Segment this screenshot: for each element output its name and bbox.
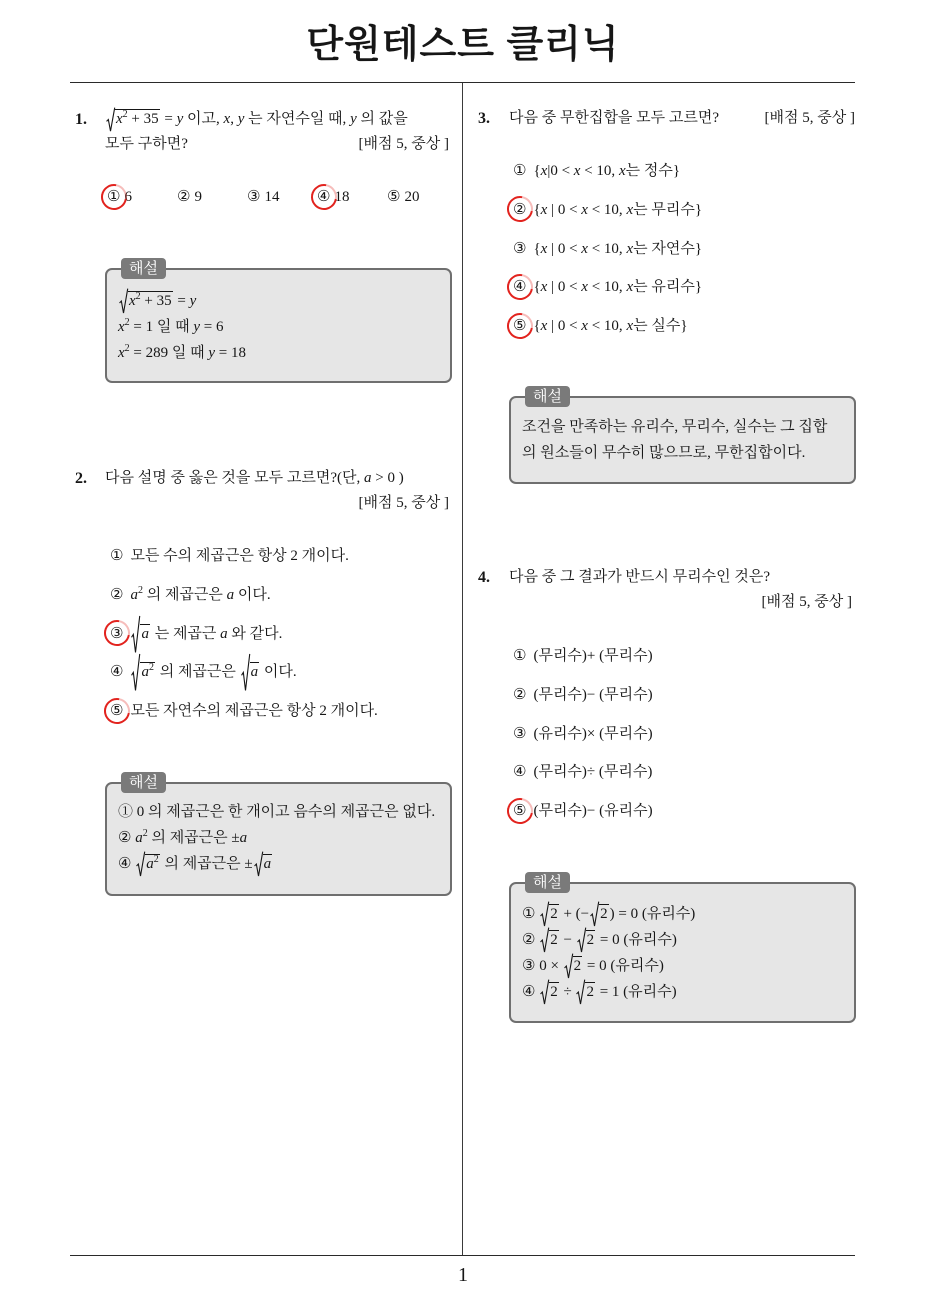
choice-item bbox=[107, 184, 177, 210]
square-root bbox=[540, 979, 559, 1005]
choice-text bbox=[533, 318, 687, 334]
text-run: { bbox=[533, 201, 541, 218]
score-label: [배점 5, 중상 ] bbox=[761, 594, 852, 610]
radicand bbox=[140, 662, 155, 681]
choice-number: ⑤ bbox=[110, 701, 124, 720]
problem-4 bbox=[478, 565, 856, 1000]
text-run: | 0 < bbox=[547, 240, 582, 257]
choice-number: ③ bbox=[110, 623, 124, 642]
text-run: (무리수)− (유리수) bbox=[533, 803, 653, 820]
choice-number: ① bbox=[110, 546, 124, 564]
math-variable: a bbox=[239, 830, 248, 846]
text-run: { bbox=[533, 163, 541, 179]
text-run: < 10, bbox=[587, 318, 627, 335]
math-variable: x bbox=[118, 345, 125, 361]
math-variable: a bbox=[135, 830, 143, 846]
choice-number: ④ bbox=[513, 762, 527, 781]
math-variable: x bbox=[118, 319, 125, 335]
question-stem-line bbox=[509, 106, 856, 131]
choice-item bbox=[513, 151, 702, 190]
superscript: 2 bbox=[142, 828, 148, 839]
radical-sign bbox=[131, 653, 140, 692]
choice-item bbox=[110, 575, 378, 614]
choice-item bbox=[513, 267, 702, 306]
superscript: 2 bbox=[124, 343, 130, 354]
question-stem-line bbox=[105, 466, 453, 491]
text-run: 의 제곱근은 bbox=[155, 664, 240, 681]
question-stem bbox=[105, 466, 453, 516]
math-variable: a bbox=[130, 586, 138, 603]
explanation-lines bbox=[522, 901, 854, 1005]
choice-text bbox=[130, 703, 377, 719]
question-number: 2. bbox=[75, 470, 87, 487]
math-variable: y bbox=[208, 345, 216, 361]
choice-text bbox=[130, 584, 271, 603]
choice-item bbox=[110, 614, 378, 653]
choice-number: ③ bbox=[247, 187, 261, 205]
text-run: > 0 ) bbox=[371, 470, 404, 486]
radical-sign bbox=[106, 107, 115, 132]
text-run: < 10, bbox=[587, 240, 627, 257]
question-stem bbox=[509, 106, 856, 131]
text-run: |0 < bbox=[547, 163, 574, 179]
text-run: 이고, bbox=[183, 111, 224, 127]
radical-sign bbox=[577, 927, 586, 953]
text-run: ÷ bbox=[559, 984, 576, 1000]
question-stem bbox=[105, 107, 453, 157]
math-variable: x bbox=[540, 163, 548, 179]
math-variable: x bbox=[540, 279, 548, 296]
radical-sign bbox=[540, 927, 549, 953]
explanation-line bbox=[118, 851, 450, 877]
square-root bbox=[577, 927, 596, 953]
math-variable: x bbox=[540, 240, 548, 257]
square-root bbox=[136, 851, 160, 877]
math-variable: x bbox=[581, 318, 588, 335]
choice-list bbox=[513, 151, 702, 345]
square-root bbox=[119, 288, 173, 314]
choice-list bbox=[110, 536, 378, 730]
text-run: 2 bbox=[586, 984, 594, 1000]
choice-item bbox=[387, 184, 457, 210]
radicand bbox=[549, 904, 559, 923]
square-root bbox=[254, 851, 273, 877]
choice-text bbox=[130, 664, 296, 680]
page-title: 단원테스트 클리닉 bbox=[306, 24, 620, 66]
radicand bbox=[586, 930, 596, 949]
text-run: { bbox=[533, 318, 541, 335]
choice-number: ① bbox=[107, 187, 121, 205]
explanation-box bbox=[105, 774, 452, 896]
explanation-tag: 해설 bbox=[525, 872, 570, 893]
choice-item bbox=[513, 675, 653, 714]
square-root bbox=[106, 107, 160, 132]
radicand bbox=[115, 109, 160, 128]
math-variable: x bbox=[129, 293, 136, 309]
text-run: = 6 bbox=[200, 319, 224, 335]
question-number: 4. bbox=[478, 569, 490, 586]
problem-2 bbox=[75, 466, 453, 872]
explanation-line bbox=[118, 314, 450, 340]
choice-item bbox=[110, 652, 378, 691]
choice-number: ② bbox=[513, 199, 527, 218]
choice-text bbox=[130, 548, 348, 564]
text-run: 다음 중 그 결과가 반드시 무리수인 것은? bbox=[509, 569, 770, 585]
math-variable: x bbox=[626, 240, 634, 257]
radicand bbox=[549, 982, 559, 1001]
square-root bbox=[590, 901, 609, 927]
radical-sign bbox=[576, 979, 585, 1005]
text-run: (무리수)÷ (무리수) bbox=[533, 764, 653, 781]
explanation-line bbox=[522, 927, 854, 953]
explanation-tag: 해설 bbox=[525, 386, 570, 407]
choice-item bbox=[110, 691, 378, 730]
math-variable: y bbox=[176, 111, 184, 127]
text-run: 와 같다. bbox=[227, 625, 283, 642]
text-run: 9 bbox=[194, 189, 202, 205]
math-variable: a bbox=[220, 625, 228, 642]
radical-sign bbox=[136, 851, 145, 877]
math-variable: x bbox=[540, 318, 548, 335]
superscript: 2 bbox=[124, 317, 130, 328]
choice-number: ④ bbox=[110, 662, 124, 681]
text-run: 의 원소들이 무수히 많으므로, 무한집합이다. bbox=[522, 445, 806, 461]
text-run: ④ bbox=[118, 856, 136, 872]
square-root bbox=[564, 953, 583, 979]
math-variable: y bbox=[193, 319, 201, 335]
choice-text bbox=[533, 648, 652, 664]
text-run: ① 0 의 제곱근은 한 개이고 음수의 제곱근은 없다. bbox=[118, 804, 436, 820]
text-run: < 10, bbox=[580, 163, 619, 179]
radical-sign bbox=[564, 953, 573, 979]
question-header bbox=[75, 466, 453, 516]
radical-sign bbox=[119, 288, 128, 314]
choice-item bbox=[110, 536, 378, 575]
question-header bbox=[478, 565, 856, 615]
explanation-lines bbox=[118, 799, 450, 877]
text-run: < 10, bbox=[587, 279, 627, 296]
text-run: + (− bbox=[559, 906, 590, 922]
choice-item bbox=[513, 306, 702, 345]
choice-text bbox=[334, 189, 349, 205]
choice-text bbox=[533, 202, 702, 218]
radicand bbox=[250, 662, 260, 681]
choice-item bbox=[513, 190, 702, 229]
choice-number: ④ bbox=[317, 187, 331, 205]
choice-number: ① bbox=[513, 161, 527, 179]
explanation-line bbox=[118, 340, 450, 366]
choice-item bbox=[247, 184, 317, 210]
choice-text bbox=[130, 626, 282, 642]
explanation-line bbox=[118, 825, 450, 851]
text-run: 2 bbox=[550, 984, 558, 1000]
choice-number: ⑤ bbox=[387, 187, 401, 205]
text-run: = 0 (유리수) bbox=[596, 932, 677, 948]
radicand bbox=[549, 930, 559, 949]
text-run: 14 bbox=[264, 189, 280, 205]
choice-text bbox=[533, 687, 652, 703]
text-run: = bbox=[160, 111, 177, 127]
radical-sign bbox=[590, 901, 599, 927]
text-run: { bbox=[533, 279, 541, 296]
choice-number: ③ bbox=[513, 238, 527, 257]
text-run: , bbox=[230, 111, 238, 127]
footer-rule bbox=[70, 1255, 855, 1256]
choice-text bbox=[533, 726, 652, 742]
explanation-box bbox=[105, 260, 452, 383]
square-root bbox=[131, 653, 155, 692]
superscript: 2 bbox=[122, 109, 128, 120]
text-run: 의 제곱근은 ± bbox=[147, 830, 240, 846]
text-run: | 0 < bbox=[547, 201, 582, 218]
question-stem-line bbox=[105, 132, 453, 157]
radicand bbox=[128, 291, 173, 310]
text-run: 모두 구하면? bbox=[105, 136, 188, 152]
text-run: 2 bbox=[573, 958, 582, 974]
math-variable: x bbox=[581, 240, 588, 257]
question-header bbox=[478, 106, 856, 131]
math-variable: y bbox=[350, 111, 357, 127]
explanation-line bbox=[522, 901, 854, 927]
text-run: ③ 0 × bbox=[522, 958, 563, 974]
explanation-tag: 해설 bbox=[121, 772, 166, 793]
question-stem-line bbox=[105, 107, 453, 132]
text-run: { bbox=[533, 240, 541, 257]
text-run: 2 bbox=[586, 932, 595, 948]
question-stem bbox=[509, 565, 856, 615]
radical-sign bbox=[540, 901, 549, 927]
math-variable: x bbox=[573, 163, 581, 179]
math-variable: a bbox=[141, 664, 149, 681]
choice-number: ② bbox=[110, 584, 124, 603]
text-run: = 1 (유리수) bbox=[595, 984, 677, 1000]
math-variable: x bbox=[581, 279, 588, 296]
math-variable: a bbox=[250, 664, 259, 681]
text-run: = 1 일 때 bbox=[129, 319, 194, 335]
choice-text bbox=[194, 189, 202, 205]
square-root bbox=[540, 901, 559, 927]
text-run: = 18 bbox=[215, 345, 247, 361]
choice-item bbox=[177, 184, 247, 210]
radicand bbox=[599, 904, 609, 923]
score-label: [배점 5, 중상 ] bbox=[764, 110, 855, 126]
math-variable: x bbox=[626, 318, 634, 335]
text-run: = bbox=[173, 293, 190, 309]
choice-list bbox=[107, 184, 457, 210]
text-run: 는 자연수일 때, bbox=[244, 111, 351, 127]
explanation-lines bbox=[118, 288, 450, 366]
column-divider bbox=[462, 83, 463, 1255]
choice-text bbox=[124, 189, 132, 205]
math-variable: a bbox=[141, 625, 149, 642]
superscript: 2 bbox=[137, 584, 143, 596]
explanation-line bbox=[118, 799, 450, 825]
text-run: − bbox=[559, 932, 576, 948]
text-run: 6 bbox=[124, 189, 132, 205]
text-run: 다음 중 무한집합을 모두 고르면? bbox=[509, 110, 720, 126]
text-run: 는 정수} bbox=[625, 163, 681, 179]
text-run: 는 무리수} bbox=[633, 201, 703, 218]
radicand bbox=[263, 854, 273, 873]
math-variable: a bbox=[364, 470, 372, 486]
text-run: 모든 자연수의 제곱근은 항상 2 개이다. bbox=[130, 703, 378, 720]
radicand bbox=[145, 854, 160, 873]
text-run: + 35 bbox=[127, 111, 159, 127]
math-variable: y bbox=[189, 293, 197, 309]
text-run: | 0 < bbox=[547, 318, 582, 335]
score-line bbox=[105, 491, 453, 516]
text-run: 다음 설명 중 옳은 것을 모두 고르면?(단, bbox=[105, 470, 365, 486]
text-run: 는 자연수} bbox=[633, 240, 703, 257]
text-run: 이다. bbox=[260, 664, 297, 681]
explanation-box bbox=[509, 874, 856, 1023]
choice-text bbox=[264, 189, 279, 205]
radical-sign bbox=[131, 615, 140, 654]
explanation-line bbox=[118, 288, 450, 314]
choice-item bbox=[513, 229, 702, 268]
text-run: | 0 < bbox=[547, 279, 582, 296]
score-line bbox=[509, 590, 856, 615]
choice-number: ⑤ bbox=[513, 801, 527, 820]
question-header bbox=[75, 107, 453, 157]
square-root bbox=[540, 927, 559, 953]
choice-number: ② bbox=[513, 684, 527, 703]
choice-text bbox=[533, 279, 702, 295]
text-run: 이다. bbox=[234, 586, 271, 603]
choice-number: ① bbox=[513, 646, 527, 664]
text-run: 의 제곱근은 bbox=[142, 586, 227, 603]
choice-text bbox=[533, 803, 652, 819]
text-run: 2 bbox=[600, 906, 608, 922]
square-root bbox=[576, 979, 595, 1005]
math-variable: x bbox=[618, 163, 626, 179]
choice-item bbox=[513, 791, 653, 830]
choice-item bbox=[513, 752, 653, 791]
text-run: 20 bbox=[404, 189, 420, 205]
radicand bbox=[585, 982, 595, 1001]
math-variable: a bbox=[146, 856, 154, 872]
square-root bbox=[131, 615, 150, 654]
text-run: 의 값을 bbox=[356, 111, 408, 127]
choice-text bbox=[404, 189, 419, 205]
radical-sign bbox=[254, 851, 263, 877]
text-run: 는 제곱근 bbox=[150, 625, 221, 642]
text-run: (유리수)× (무리수) bbox=[533, 725, 653, 742]
question-number: 1. bbox=[75, 111, 87, 128]
choice-text bbox=[533, 163, 680, 179]
text-run: 는 유리수} bbox=[633, 279, 703, 296]
text-run: 는 실수} bbox=[633, 318, 688, 335]
text-run: + 35 bbox=[140, 293, 172, 309]
text-run: 의 제곱근은 ± bbox=[160, 856, 253, 872]
choice-number: ③ bbox=[513, 723, 527, 742]
choice-item bbox=[317, 184, 387, 210]
text-run: < 10, bbox=[587, 201, 627, 218]
math-variable: a bbox=[226, 586, 235, 603]
text-run: ④ bbox=[522, 984, 540, 1000]
score-label: [배점 5, 중상 ] bbox=[358, 136, 449, 152]
choice-number: ② bbox=[177, 187, 191, 205]
text-run: 2 bbox=[550, 932, 558, 948]
text-run: 조건을 만족하는 유리수, 무리수, 실수는 그 집합 bbox=[522, 419, 828, 435]
radicand bbox=[573, 956, 583, 975]
superscript: 2 bbox=[135, 291, 141, 302]
problem-1 bbox=[75, 107, 453, 361]
text-run: ② bbox=[118, 830, 136, 846]
problem-3 bbox=[478, 106, 856, 461]
text-run: (무리수)− (무리수) bbox=[533, 686, 653, 703]
math-variable: a bbox=[263, 856, 272, 872]
question-number: 3. bbox=[478, 110, 490, 127]
choice-number: ⑤ bbox=[513, 316, 527, 335]
explanation-line bbox=[522, 953, 854, 979]
text-run: (무리수)+ (무리수) bbox=[533, 648, 653, 664]
explanation-lines bbox=[522, 414, 854, 466]
choice-text bbox=[533, 241, 702, 257]
explanation-line bbox=[522, 414, 854, 440]
page-number: 1 bbox=[458, 1264, 468, 1286]
math-variable: x bbox=[540, 201, 548, 218]
text-run: ) = 0 (유리수) bbox=[609, 906, 696, 922]
text-run: 2 bbox=[550, 906, 558, 922]
explanation-line bbox=[522, 979, 854, 1005]
text-run: ① bbox=[522, 906, 540, 922]
radical-sign bbox=[241, 653, 250, 692]
score-label: [배점 5, 중상 ] bbox=[358, 495, 449, 511]
text-run: ② bbox=[522, 932, 540, 948]
question-stem-line bbox=[509, 565, 856, 590]
math-variable: x bbox=[116, 111, 123, 127]
math-variable: y bbox=[237, 111, 245, 127]
explanation-box bbox=[509, 388, 856, 484]
radicand bbox=[140, 624, 150, 643]
superscript: 2 bbox=[153, 854, 159, 865]
text-run: 모든 수의 제곱근은 항상 2 개이다. bbox=[130, 548, 349, 564]
superscript: 2 bbox=[148, 662, 154, 674]
math-variable: x bbox=[626, 201, 634, 218]
choice-item bbox=[513, 636, 653, 675]
radical-sign bbox=[540, 979, 549, 1005]
choice-list bbox=[513, 636, 653, 830]
choice-text bbox=[533, 764, 652, 780]
explanation-line bbox=[522, 440, 854, 466]
text-run: = 289 일 때 bbox=[129, 345, 209, 361]
math-variable: x bbox=[626, 279, 634, 296]
explanation-tag: 해설 bbox=[121, 258, 166, 279]
math-variable: x bbox=[223, 111, 231, 127]
square-root bbox=[241, 653, 260, 692]
text-run: 18 bbox=[334, 189, 350, 205]
choice-item bbox=[513, 714, 653, 753]
text-run: = 0 (유리수) bbox=[583, 958, 664, 974]
math-variable: x bbox=[581, 201, 588, 218]
choice-number: ④ bbox=[513, 277, 527, 296]
